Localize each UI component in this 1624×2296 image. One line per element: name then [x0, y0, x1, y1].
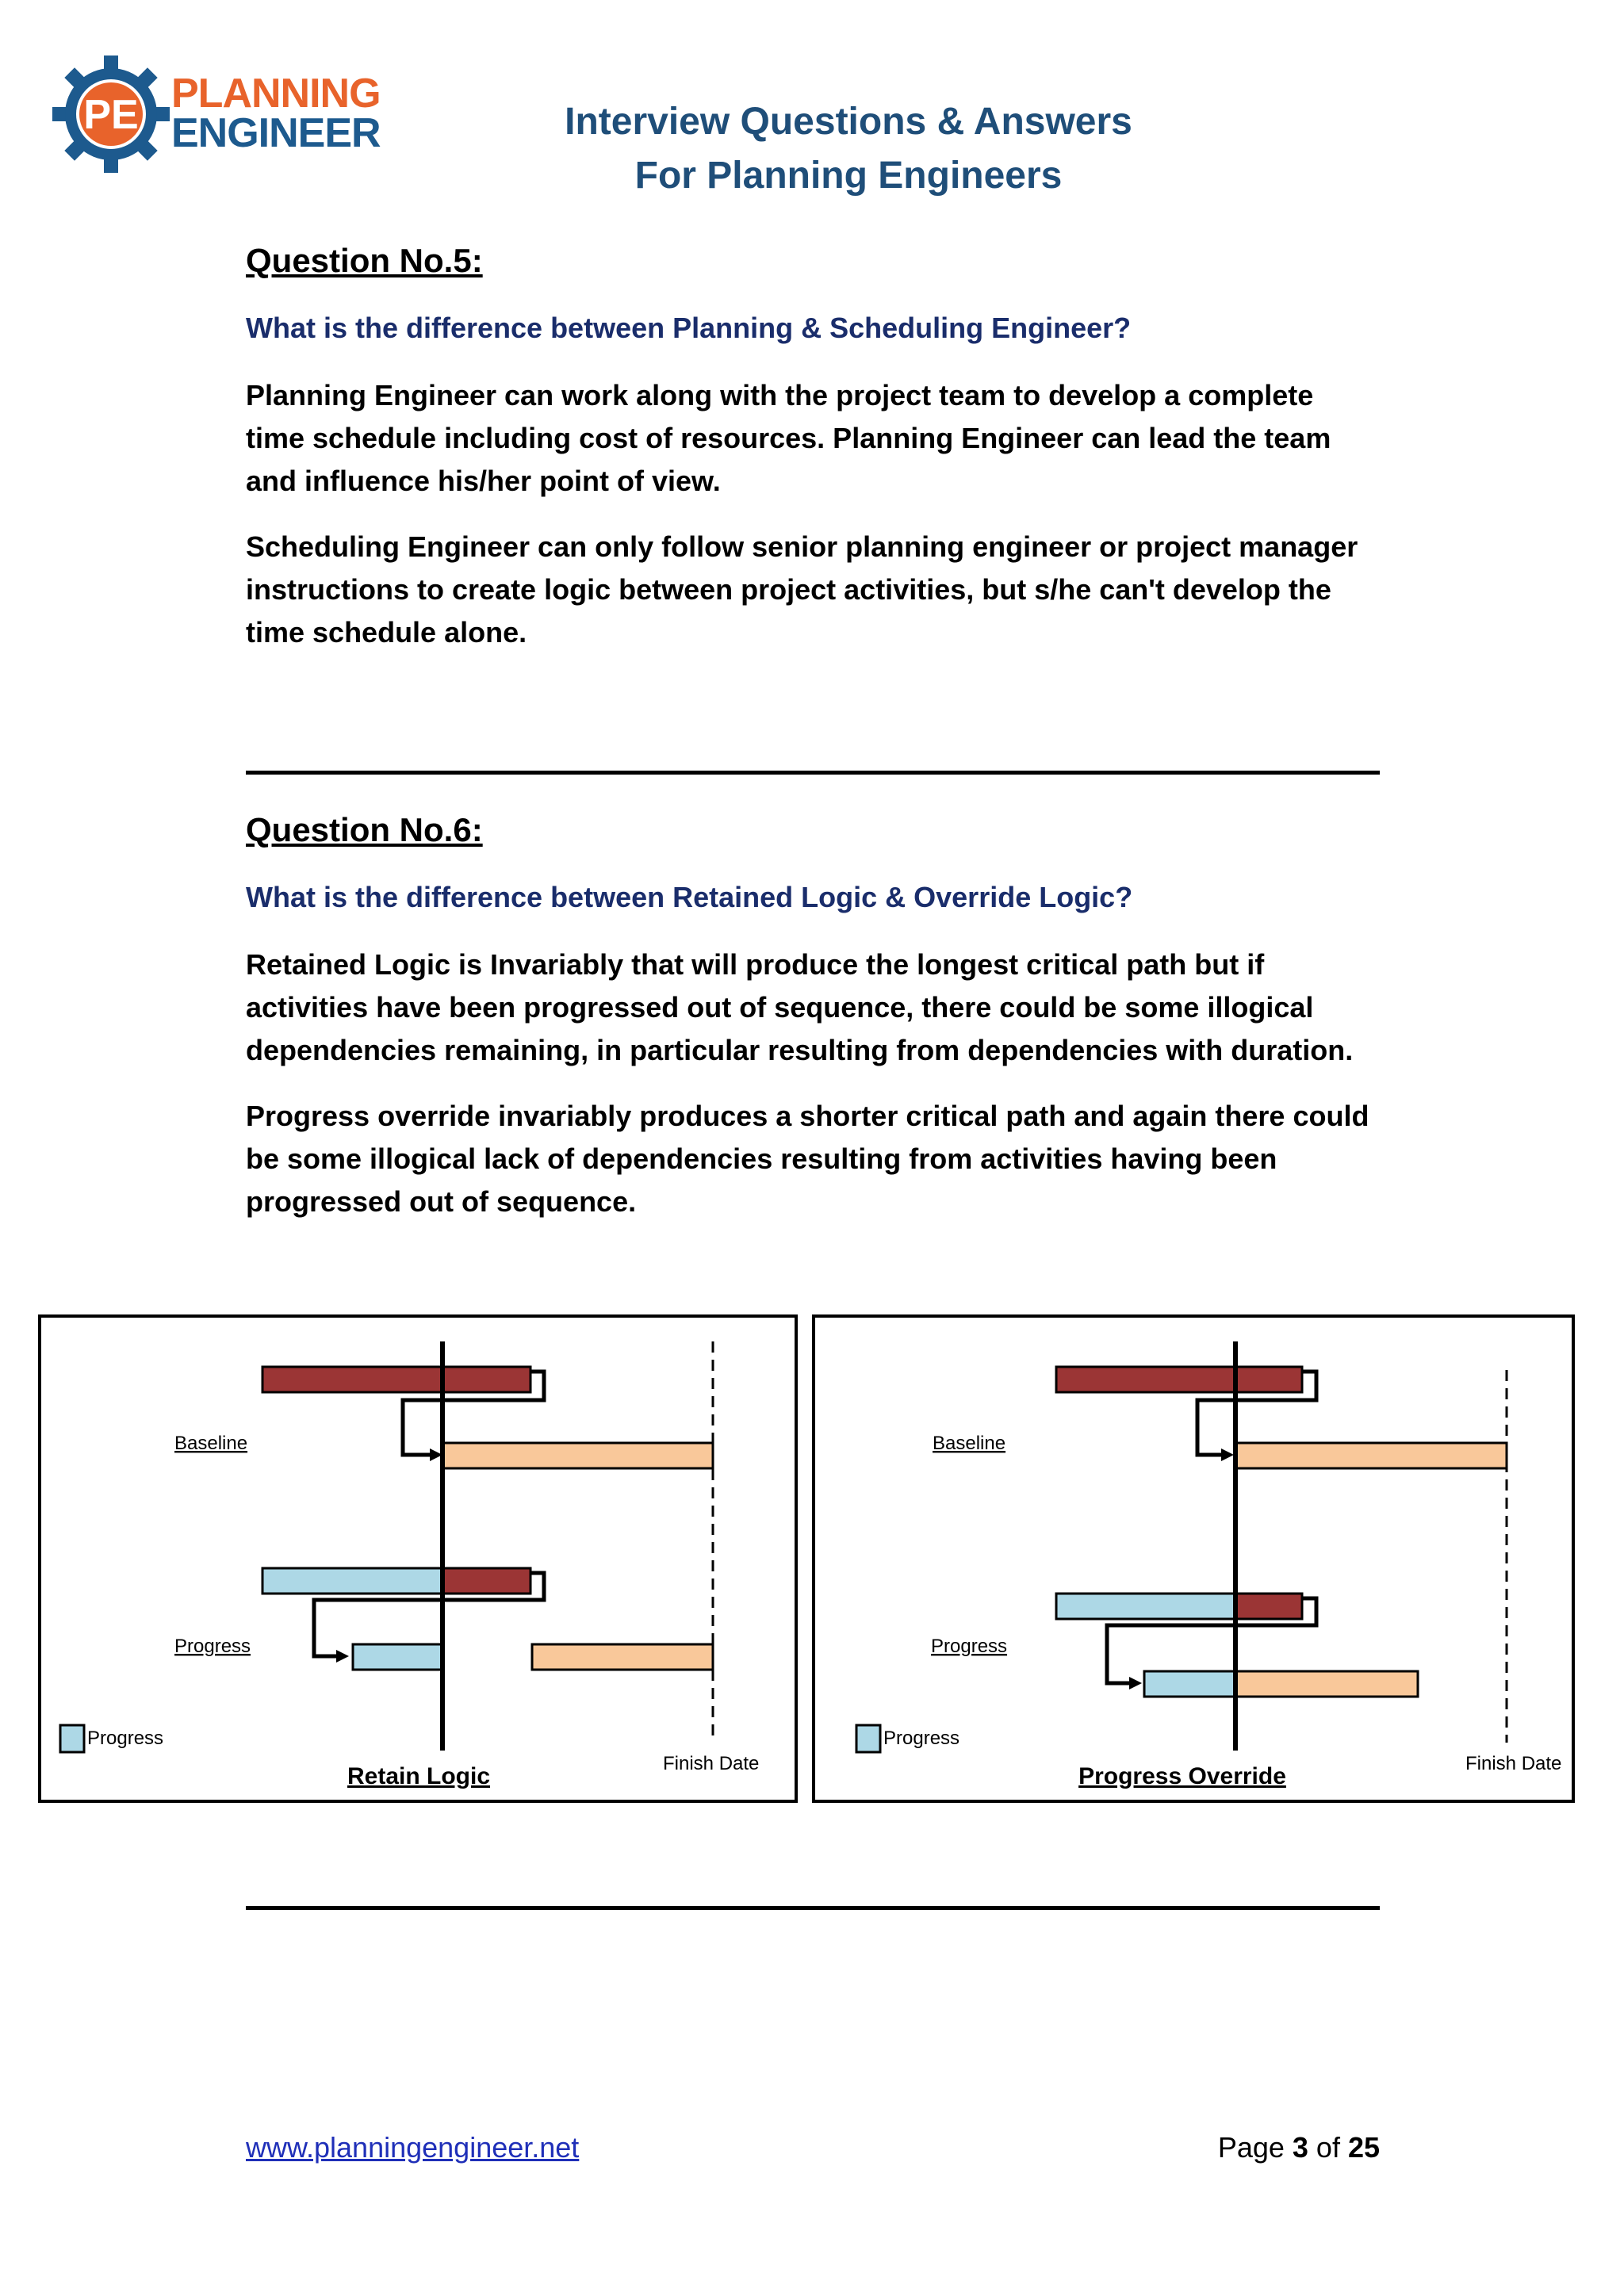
baseline-planned-bar [1235, 1443, 1507, 1468]
successor-progress-bar [1144, 1671, 1235, 1697]
question-5-heading: Question No.5: [246, 242, 483, 279]
page-current: 3 [1292, 2131, 1308, 2164]
successor-planned-bar [532, 1644, 713, 1670]
successor-planned-bar [1235, 1671, 1418, 1697]
question-5-answer-para-1: Planning Engineer can work along with the project team to develop a complete time schedule including cost of resources. Planning Engineer can lead the team and influence his/her point of view. [246, 379, 1331, 497]
section-divider [246, 1906, 1380, 1910]
diagram-title: Retain Logic [347, 1763, 491, 1789]
document-title [476, 95, 1221, 203]
baseline-label: Baseline [174, 1433, 248, 1454]
logo-word-planning: PLANNING [171, 71, 381, 117]
question-6-answer-para-1: Retained Logic is Invariably that will produce the longest critical path but if activities have been progressed out of sequence, there could be some illogical dependencies remaining, in particular resulting from dependencies with duration. [246, 948, 1354, 1066]
question-6-answer-para-2: Progress override invariably produces a shorter critical path and again there could be some illogical lack of dependencies resulting from activities having been progressed out of sequence. [246, 1100, 1369, 1218]
progress-remaining-bar [1235, 1594, 1302, 1619]
finish-date-label: Finish Date [1465, 1753, 1562, 1774]
page-total: 25 [1347, 2131, 1380, 2164]
progress-remaining-bar [442, 1568, 530, 1594]
legend-swatch [856, 1725, 880, 1752]
page-of: of [1308, 2131, 1348, 2164]
logo-word-engineer: ENGINEER [171, 110, 381, 156]
page-prefix: Page [1217, 2131, 1293, 2164]
baseline-label: Baseline [933, 1433, 1006, 1454]
question-6-section [246, 811, 1380, 849]
planning-engineer-logo [52, 52, 401, 179]
question-6-heading: Question No.6: [246, 811, 483, 848]
document-title-line1: Interview Questions & Answers [565, 101, 1132, 143]
logo-mark: PE [83, 92, 139, 138]
baseline-planned-bar [442, 1443, 713, 1468]
legend-label: Progress [87, 1728, 164, 1749]
successor-progress-bar [353, 1644, 442, 1670]
legend-swatch [60, 1725, 84, 1752]
question-6-text: What is the difference between Retained Logic & Override Logic? [246, 881, 1133, 913]
progress-override-diagram [812, 1314, 1575, 1803]
progress-label: Progress [931, 1636, 1008, 1657]
baseline-critical-bar [262, 1367, 530, 1392]
website-link[interactable]: www.planningengineer.net [246, 2131, 580, 2164]
page-indicator [1218, 2131, 1380, 2164]
finish-date-label: Finish Date [663, 1753, 760, 1774]
diagram-title: Progress Override [1078, 1763, 1286, 1789]
progress-done-bar [1056, 1594, 1235, 1619]
question-5-section [246, 242, 1380, 280]
document-title-line2: For Planning Engineers [634, 155, 1063, 197]
baseline-critical-bar [1056, 1367, 1302, 1392]
question-5-answer-para-2: Scheduling Engineer can only follow senior planning engineer or project manager instructions to create logic between project activities, but s/he can't develop the time schedule alone. [246, 530, 1358, 649]
progress-done-bar [262, 1568, 442, 1594]
question-5-text: What is the difference between Planning & Scheduling Engineer? [246, 312, 1132, 344]
progress-label: Progress [174, 1636, 251, 1657]
legend-label: Progress [883, 1728, 960, 1749]
section-divider [246, 771, 1380, 775]
retain-logic-diagram [38, 1314, 798, 1803]
